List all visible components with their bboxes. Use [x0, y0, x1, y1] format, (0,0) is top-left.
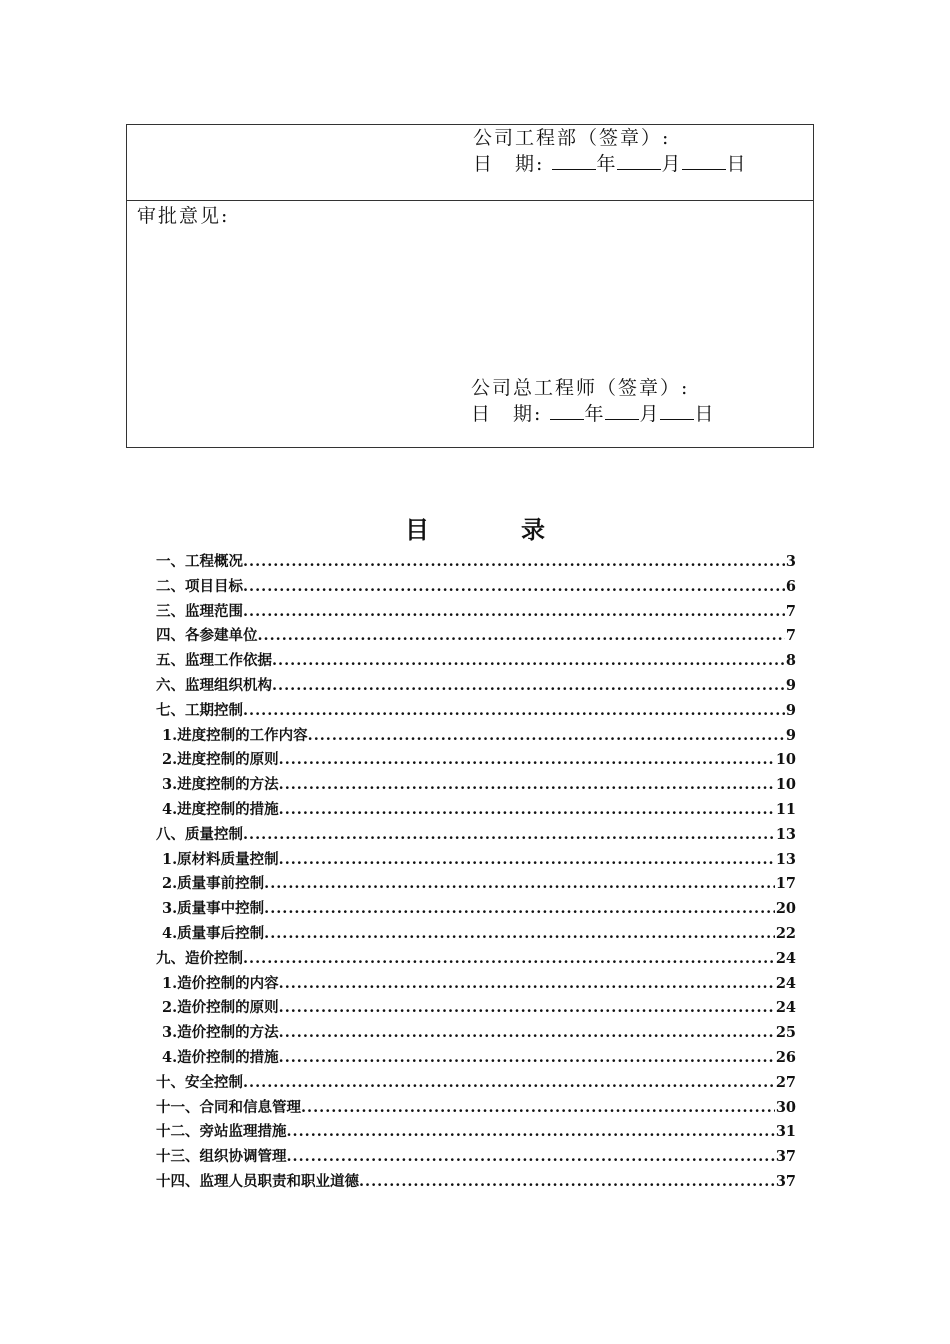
toc-entry[interactable]: [156, 1021, 796, 1046]
toc-entry[interactable]: [156, 1145, 796, 1170]
toc-entry-label: 4.质量事后控制: [162, 924, 265, 942]
year-label: 年: [596, 153, 618, 175]
toc-entry[interactable]: [156, 922, 796, 947]
chief-sign-label: 公司总工程师（签章）:: [471, 377, 690, 399]
day-label: 日: [726, 153, 748, 175]
toc-entry-label: 3.进度控制的方法: [162, 776, 279, 794]
toc-entry-label: 3.造价控制的方法: [162, 1024, 279, 1042]
toc-leader-dots: [243, 699, 785, 724]
toc-entry-page: 10: [775, 751, 796, 769]
month-label: 月: [661, 153, 683, 175]
toc-entry-label: 4.造价控制的措施: [162, 1048, 279, 1066]
toc-entry[interactable]: [156, 1120, 796, 1145]
toc-leader-dots: [243, 575, 785, 600]
toc-leader-dots: [359, 1170, 775, 1195]
opinion-label: 审批意见:: [137, 205, 230, 227]
toc-leader-dots: [301, 1096, 775, 1121]
year-blank: [550, 401, 584, 420]
toc-entry-label: 2.造价控制的原则: [162, 999, 279, 1017]
toc-entry[interactable]: [156, 1096, 796, 1121]
toc-entry[interactable]: [156, 897, 796, 922]
toc-entry-page: 27: [775, 1073, 796, 1091]
day-blank: [682, 151, 726, 170]
toc-entry[interactable]: [156, 972, 796, 997]
toc-entry-label: 十三、组织协调管理: [156, 1148, 287, 1166]
toc-leader-dots: [279, 798, 775, 823]
toc-leader-dots: [243, 600, 785, 625]
toc-leader-dots: [272, 649, 785, 674]
table-of-contents: [156, 550, 796, 1195]
dept-date-line: [473, 151, 748, 177]
toc-entry-label: 十一、合同和信息管理: [156, 1098, 301, 1116]
toc-entry-page: 24: [775, 999, 796, 1017]
toc-entry[interactable]: [156, 575, 796, 600]
toc-entry-label: 九、造价控制: [156, 949, 243, 967]
toc-entry-page: 9: [785, 676, 796, 694]
day-label: 日: [694, 403, 716, 425]
date-label: 日 期:: [473, 153, 545, 175]
toc-leader-dots: [243, 823, 775, 848]
toc-leader-dots: [287, 1120, 775, 1145]
toc-entry[interactable]: [156, 674, 796, 699]
toc-entry-page: 3: [785, 553, 796, 570]
month-blank: [605, 401, 639, 420]
toc-entry[interactable]: [156, 1170, 796, 1195]
toc-leader-dots: [279, 848, 775, 873]
toc-entry-page: 13: [775, 850, 796, 868]
toc-leader-dots: [243, 550, 785, 575]
toc-entry-label: 三、监理范围: [156, 602, 243, 620]
toc-entry-label: 七、工期控制: [156, 701, 243, 719]
toc-leader-dots: [264, 897, 775, 922]
toc-entry-page: 26: [775, 1048, 796, 1066]
toc-entry-page: 37: [775, 1148, 796, 1166]
toc-entry[interactable]: [156, 947, 796, 972]
toc-leader-dots: [272, 674, 785, 699]
toc-leader-dots: [279, 1046, 775, 1071]
toc-entry-label: 1.进度控制的工作内容: [162, 726, 308, 744]
month-blank: [617, 151, 661, 170]
toc-entry-page: 9: [785, 726, 796, 744]
toc-entry-label: 四、各参建单位: [156, 627, 258, 645]
toc-entry-page: 31: [775, 1123, 796, 1141]
toc-entry-label: 1.原材料质量控制: [162, 850, 279, 868]
toc-entry[interactable]: [156, 1071, 796, 1096]
toc-entry[interactable]: [156, 748, 796, 773]
toc-leader-dots: [264, 872, 775, 897]
toc-leader-dots: [243, 947, 775, 972]
toc-entry[interactable]: [156, 600, 796, 625]
dept-sign-block: [473, 125, 748, 177]
toc-entry-page: 20: [775, 900, 796, 918]
toc-entry-page: 37: [775, 1172, 796, 1190]
toc-leader-dots: [264, 922, 775, 947]
toc-entry[interactable]: [156, 798, 796, 823]
toc-entry-page: 17: [775, 875, 796, 893]
toc-entry-label: 八、质量控制: [156, 825, 243, 843]
toc-entry-label: 六、监理组织机构: [156, 676, 272, 694]
toc-entry-label: 十、安全控制: [156, 1073, 243, 1091]
toc-entry-page: 9: [785, 701, 796, 719]
toc-entry-page: 22: [775, 924, 796, 942]
toc-entry-page: 24: [775, 949, 796, 967]
toc-entry[interactable]: [156, 872, 796, 897]
toc-entry-page: 7: [785, 627, 796, 645]
toc-entry[interactable]: [156, 649, 796, 674]
chief-sign-block: [471, 375, 716, 427]
toc-entry[interactable]: [156, 724, 796, 749]
toc-entry-label: 1.造价控制的内容: [162, 974, 279, 992]
toc-leader-dots: [258, 624, 785, 649]
toc-entry-page: 30: [775, 1098, 796, 1116]
toc-entry-page: 13: [775, 825, 796, 843]
toc-entry-label: 4.进度控制的措施: [162, 800, 279, 818]
toc-entry-label: 十二、旁站监理措施: [156, 1123, 287, 1141]
toc-entry[interactable]: [156, 996, 796, 1021]
approval-table: [126, 124, 814, 448]
toc-entry-label: 五、监理工作依据: [156, 652, 272, 670]
toc-entry[interactable]: [156, 624, 796, 649]
year-label: 年: [584, 403, 606, 425]
toc-entry-label: 二、项目目标: [156, 577, 243, 595]
toc-leader-dots: [243, 1071, 775, 1096]
toc-entry-label: 3.质量事中控制: [162, 900, 265, 918]
toc-entry-label: 一、工程概况: [156, 553, 243, 570]
toc-entry[interactable]: [156, 823, 796, 848]
toc-entry-label: 2.质量事前控制: [162, 875, 265, 893]
toc-entry-page: 25: [775, 1024, 796, 1042]
toc-entry[interactable]: [156, 773, 796, 798]
toc-entry-page: 24: [775, 974, 796, 992]
toc-leader-dots: [279, 972, 775, 997]
toc-title: 目 录: [405, 515, 579, 544]
dept-sign-label: 公司工程部（签章）:: [473, 127, 671, 149]
month-label: 月: [639, 403, 661, 425]
toc-entry[interactable]: [156, 848, 796, 873]
day-blank: [660, 401, 694, 420]
toc-leader-dots: [308, 724, 785, 749]
toc-leader-dots: [279, 1021, 775, 1046]
toc-entry-page: 7: [785, 602, 796, 620]
toc-leader-dots: [279, 773, 775, 798]
table-row-divider: [127, 200, 813, 201]
toc-leader-dots: [287, 1145, 775, 1170]
toc-entry[interactable]: [156, 1046, 796, 1071]
toc-entry-page: 8: [785, 652, 796, 670]
toc-entry[interactable]: [156, 550, 796, 575]
toc-entry-page: 11: [775, 800, 796, 818]
toc-leader-dots: [279, 748, 775, 773]
toc-entry-label: 十四、监理人员职责和职业道德: [156, 1172, 359, 1190]
year-blank: [552, 151, 596, 170]
toc-entry-page: 6: [785, 577, 796, 595]
toc-entry[interactable]: [156, 699, 796, 724]
date-label: 日 期:: [471, 403, 543, 425]
toc-leader-dots: [279, 996, 775, 1021]
toc-entry-page: 10: [775, 776, 796, 794]
chief-date-line: [471, 401, 716, 427]
toc-entry-label: 2.进度控制的原则: [162, 751, 279, 769]
